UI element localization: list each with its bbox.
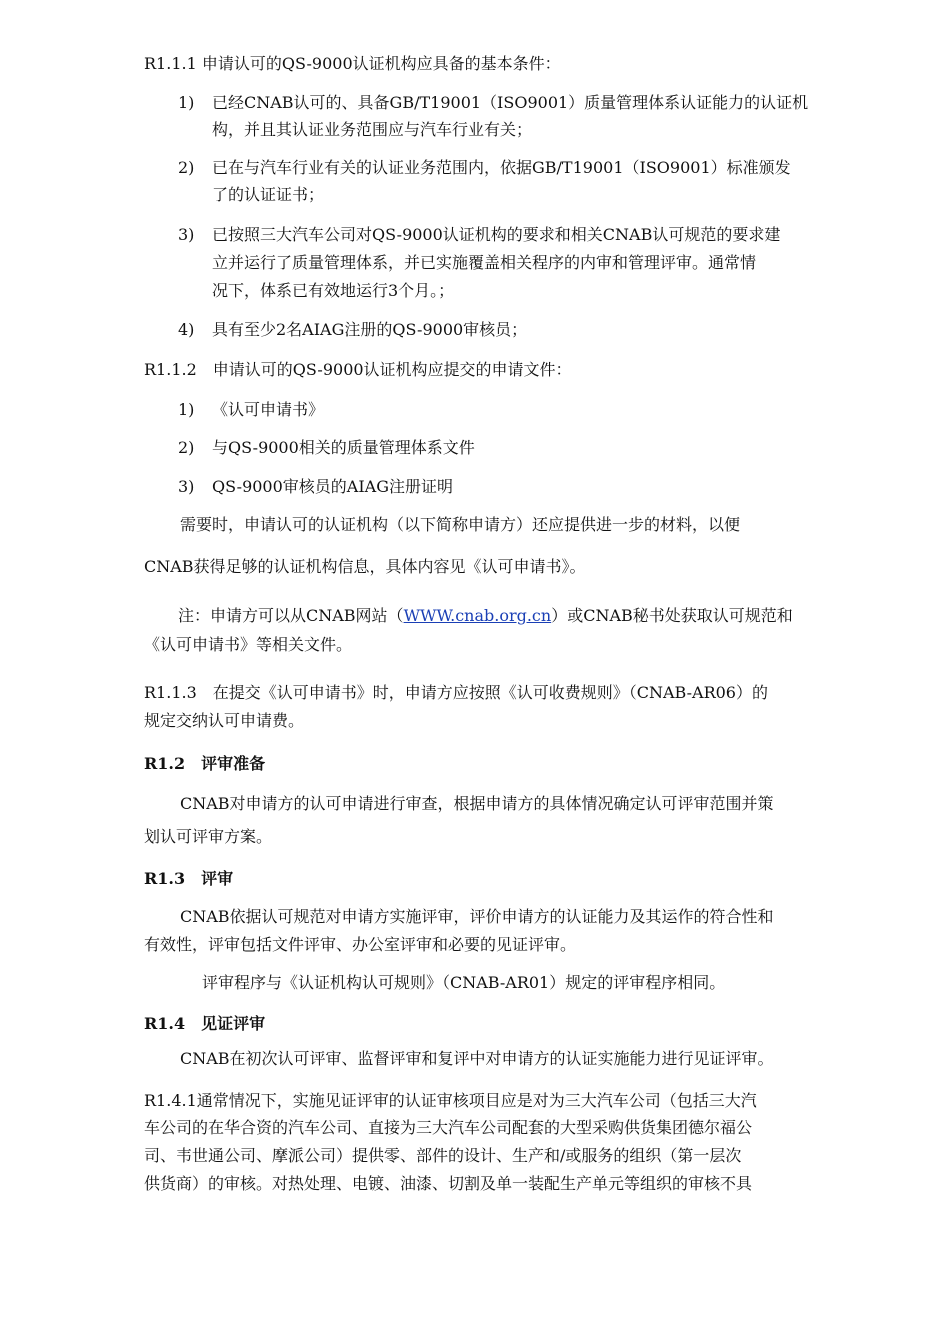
cnab-website-link[interactable]: WWW.cnab.org.cn: [403, 606, 552, 625]
note-suffix: ）或CNAB秘书处获取认可规范和: [551, 606, 793, 625]
r111-item-3-line-1: [178, 223, 876, 247]
r141-line-4: 供货商）的审核。对热处理、电镀、油漆、切割及单一装配生产单元等组织的审核不具: [144, 1174, 753, 1193]
r112-paragraph-line-2: CNAB获得足够的认证机构信息，具体内容见《认可申请书》。: [144, 557, 586, 576]
r141-line-3: 司、韦世通公司、摩派公司）提供零、部件的设计、生产和/或服务的组织（第一层次: [144, 1146, 742, 1165]
item-number: 2): [178, 158, 195, 177]
item-number: 1): [178, 400, 195, 419]
section-r113-line-1: R1.1.3 在提交《认可申请书》时，申请方应按照《认可收费规则》（CNAB-AR06）的: [144, 683, 768, 702]
item-text: QS-9000审核员的AIAG注册证明: [212, 477, 454, 496]
r13-paragraph-line-2: 有效性，评审包括文件评审、办公室评审和必要的见证评审。: [144, 935, 577, 954]
r112-item-1: [178, 398, 876, 422]
item-number: 1): [178, 93, 195, 112]
r112-item-3: [178, 475, 876, 499]
item-number: 3): [178, 225, 195, 244]
r13-paragraph-line-1: CNAB依据认可规范对申请方实施评审，评价申请方的认证能力及其运作的符合性和: [180, 907, 774, 926]
section-r111-heading: R1.1.1 申请认可的QS-9000认证机构应具备的基本条件：: [144, 54, 561, 73]
item-text: 已按照三大汽车公司对QS-9000认证机构的要求和相关CNAB认可规范的要求建: [212, 225, 781, 244]
section-r14-heading: R1.4 见证评审: [144, 1014, 266, 1033]
r141-line-2: 车公司的在华合资的汽车公司、直接为三大汽车公司配套的大型采购供货集团德尔福公: [144, 1118, 753, 1137]
r111-item-3-line-3: 况下，体系已有效地运行3个月。；: [212, 281, 455, 300]
r14-paragraph-line-1: CNAB在初次认可评审、监督评审和复评中对申请方的认证实施能力进行见证评审。: [180, 1049, 774, 1068]
item-text: 《认可申请书》: [212, 400, 325, 419]
r112-note-line-2: 《认可申请书》等相关文件。: [144, 635, 353, 654]
r13-paragraph-line-3: 评审程序与《认证机构认可规则》（CNAB-AR01）规定的评审程序相同。: [202, 973, 726, 992]
item-text: 已经CNAB认可的、具备GB/T19001（ISO9001）质量管理体系认证能力的认证机: [212, 93, 809, 112]
r111-item-1-line-2: 构，并且其认证业务范围应与汽车行业有关；: [212, 120, 533, 139]
item-number: 3): [178, 477, 195, 496]
r141-line-1: R1.4.1通常情况下，实施见证评审的认证审核项目应是对为三大汽车公司（包括三大汽: [144, 1091, 757, 1110]
r12-paragraph-line-2: 划认可评审方案。: [144, 827, 273, 846]
item-text: 与QS-9000相关的质量管理体系文件: [212, 438, 475, 457]
r111-item-3-line-2: 立并运行了质量管理体系，并已实施覆盖相关程序的内审和管理评审。通常情: [212, 253, 757, 272]
r111-item-1-line-1: [178, 91, 876, 115]
r112-paragraph-line-1: 需要时，申请认可的认证机构（以下简称申请方）还应提供进一步的材料，以便: [180, 515, 741, 534]
r111-item-4: [178, 318, 876, 342]
r12-paragraph-line-1: CNAB对申请方的认可申请进行审查，根据申请方的具体情况确定认可评审范围并策: [180, 794, 774, 813]
note-prefix: 注：申请方可以从CNAB网站（: [178, 606, 404, 625]
section-r112-heading: R1.1.2 申请认可的QS-9000认证机构应提交的申请文件：: [144, 360, 572, 379]
section-r13-heading: R1.3 评审: [144, 869, 234, 888]
item-number: 2): [178, 438, 195, 457]
item-number: 4): [178, 320, 195, 339]
section-r113-line-2: 规定交纳认可申请费。: [144, 711, 305, 730]
r111-item-2-line-1: [178, 156, 876, 180]
item-text: 具有至少2名AIAG注册的QS-9000审核员；: [212, 320, 528, 339]
section-r12-heading: R1.2 评审准备: [144, 754, 266, 773]
r111-item-2-line-2: 了的认证证书；: [212, 185, 325, 204]
r112-note-line-1: [178, 604, 876, 628]
item-text: 已在与汽车行业有关的认证业务范围内，依据GB/T19001（ISO9001）标准颁发: [212, 158, 791, 177]
r112-item-2: [178, 436, 876, 460]
